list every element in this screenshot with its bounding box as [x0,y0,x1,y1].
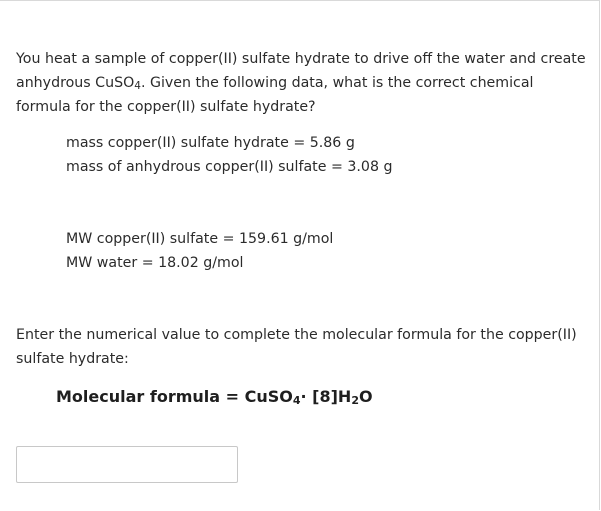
mass-anhydrous-line: mass of anhydrous copper(II) sulfate = 3.08 g [66,159,393,175]
mw-cuso4-line: MW copper(II) sulfate = 159.61 g/mol [66,231,334,247]
formula-tail: O [358,387,373,406]
question-text-part-1: You heat a sample of copper(II) sulfate hydrate to drive off the water and create anhydrous CuSO [16,51,586,91]
formula-h2-subscript: 2 [351,394,359,407]
question-subscript: 4 [134,80,141,92]
formula-hydrate-part: · [8]H [300,387,352,406]
mass-data-block [66,131,393,179]
answer-input[interactable] [16,446,238,483]
molecular-formula [56,384,373,410]
question-text [16,47,586,119]
molar-mass-block [66,227,333,275]
mass-hydrate-line: mass copper(II) sulfate hydrate = 5.86 g [66,135,355,151]
mw-water-line: MW water = 18.02 g/mol [66,255,244,271]
instruction-text: Enter the numerical value to complete the molecular formula for the copper(II) sulfate hydrate: [16,327,577,367]
formula-label: Molecular formula = CuSO [56,387,293,406]
question-text-part-2: . Given the following data, what is the correct chemical formula for the copper(II) sulfate hydrate? [16,75,534,115]
formula-so4-subscript: 4 [292,394,301,407]
